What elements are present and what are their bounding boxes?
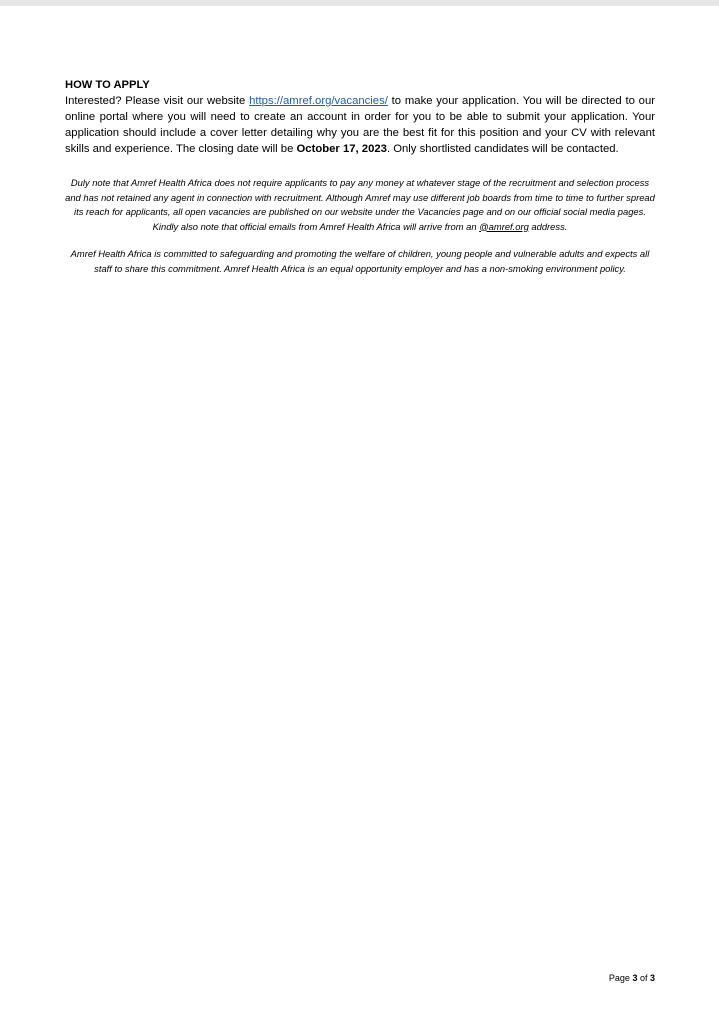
email-domain: @amref.org bbox=[479, 220, 529, 232]
how-to-apply-heading: HOW TO APPLY bbox=[65, 79, 150, 91]
of-label: of bbox=[637, 973, 650, 983]
viewer-top-bar bbox=[0, 0, 719, 6]
vacancies-link[interactable]: https://amref.org/vacancies/ bbox=[249, 95, 388, 107]
recruitment-fraud-notice bbox=[65, 176, 655, 234]
apply-text-3: . Only shortlisted candidates will be contacted. bbox=[386, 143, 619, 155]
page-number: 3 bbox=[632, 973, 638, 983]
page-total: 3 bbox=[649, 973, 655, 983]
how-to-apply-paragraph bbox=[65, 93, 655, 157]
closing-date: October 17, 2023 bbox=[296, 143, 387, 155]
apply-text-2: to make your application. You will be directed to our online portal where you will need to create an account in order for you to be able to submit your application. Your application should include a cover letter detailing why you are the best fit for this position and your CV with relevant skills and experience. The closing date will be bbox=[65, 95, 655, 155]
notice-1-end: address. bbox=[528, 220, 568, 232]
safeguarding-notice: Amref Health Africa is committed to safeguarding and promoting the welfare of children, young people and vulnerable adults and expects all staff to share this commitment. Amref Health Africa is an equal opportunity employer and has a non-smoking environment policy. bbox=[70, 248, 650, 274]
page-label: Page bbox=[608, 973, 633, 983]
page-footer bbox=[609, 972, 655, 984]
notice-1-text: Duly note that Amref Health Africa does not require applicants to pay any money at whatever stage of the recruitment and selection process and has not retained any agent in connection with recruitment. Although Amref may use different job boards from time to time to further spread its reach for applicants, all open vacancies are published on our website under the Vacancies page and on our official social media pages. Kindly also note that official emails from Amref Health Africa will arrive from an bbox=[65, 177, 655, 232]
page-content bbox=[65, 78, 655, 276]
apply-text-1: Interested? Please visit our website bbox=[65, 95, 250, 107]
